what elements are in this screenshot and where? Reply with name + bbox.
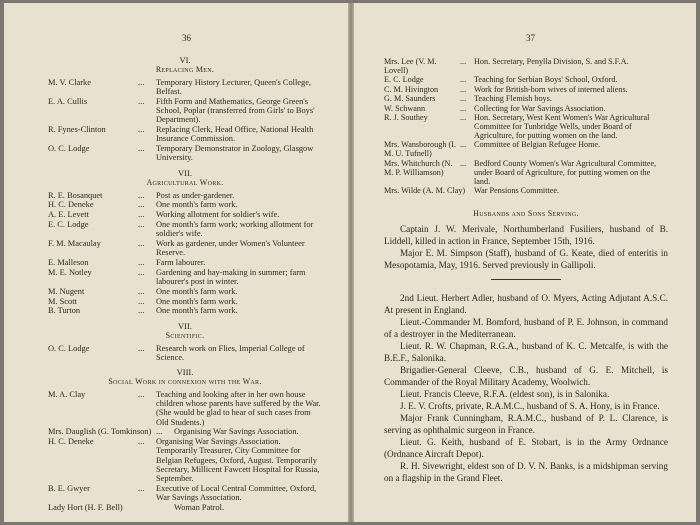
entry-name: R. E. Bosanquet (48, 190, 103, 200)
entry-row (48, 220, 322, 238)
entry-name: M. V. Clarke (48, 78, 91, 87)
entry-desc: Teaching Flemish boys. (474, 94, 552, 104)
entry-dots: ... (138, 258, 145, 267)
entry-name: Lady Hort (H. F. Bell) (48, 502, 123, 512)
entry-name: M. A. Clay (48, 390, 86, 399)
entry-row (48, 484, 322, 502)
entry-dots: ... (156, 427, 163, 437)
entry-desc: Organising War Savings Association. (174, 427, 299, 437)
entry-desc: Woman Patrol. (174, 502, 225, 512)
entry-row (48, 239, 322, 257)
entry-name: E. C. Lodge (384, 75, 424, 85)
paragraph: Major Frank Cunningham, R.A.M.C., husband of P. L. Clarence, is serving as ophthalmic surgeon in France. (384, 413, 668, 436)
entry-dots: ... (138, 239, 145, 248)
entry-name: B. E. Gwyer (48, 483, 90, 493)
entry-dots: ... (460, 57, 467, 66)
entry-dots: ... (460, 84, 467, 94)
divider-rule (491, 279, 561, 280)
right-page (354, 3, 696, 522)
entry-name: E. A. Cullis (48, 97, 88, 106)
right-entries (384, 57, 668, 195)
entry-dots: ... (138, 125, 145, 135)
entry-desc: Post as under-gardener. (156, 190, 235, 200)
entry-desc: Gardening and hay-making in summer; farm labourer's post in winter. (156, 267, 306, 286)
left-sections (48, 55, 322, 512)
entry-desc: Temporary Demonstrator in Zoology, Glasgow University. (156, 144, 314, 163)
entry-name: M. Scott (48, 296, 77, 306)
entry-desc: Organising War Savings Association. Temporarily Treasurer, City Committee for Belgian Refugees, Oxford, August. Temporarily Secretary, Millicent Fawcett Hospital for Russia, September. (156, 437, 320, 484)
entry-name: F. M. Macaulay (48, 239, 101, 248)
entry-name: H. C. Deneke (48, 437, 94, 447)
entry-row (48, 287, 322, 296)
entry-row (48, 306, 322, 315)
entry-dots: ... (460, 140, 467, 150)
entry-dots: ... (138, 437, 145, 447)
entry-row (48, 125, 322, 143)
entry-desc: Teaching and looking after in her own house children whose parents have suffered by the War. (She would be glad to hear of such cases from Old Students.) (156, 390, 321, 427)
entry-desc: One month's farm work. (156, 286, 238, 296)
entry-desc: Executive of Local Central Committee, Oxford, War Savings Association. (156, 483, 317, 503)
entry-dots: ... (138, 210, 145, 220)
entry-dots: ... (138, 97, 145, 106)
entry-dots: ... (138, 78, 145, 87)
entry-desc: One month's farm work. (156, 200, 238, 210)
left-page (4, 3, 348, 522)
entry-dots: ... (138, 190, 145, 200)
entry-desc: Temporary History Lecturer, Queen's College, Belfast. (156, 78, 312, 97)
entry-row (384, 159, 668, 186)
entry-desc: Hon. Secretary, West Kent Women's War Agricultural Committee for Tunbridge Wells, under Board of Agriculture, for putting women on the land. (474, 112, 650, 140)
entry-row (384, 113, 668, 140)
entry-dots: ... (138, 286, 145, 296)
entry-name: C. M. Hivington (384, 84, 439, 94)
section (48, 168, 322, 316)
entry-row (48, 268, 322, 286)
entry-name: B. Turton (48, 306, 81, 316)
paragraph: Captain J. W. Merivale, Northumberland Fusiliers, husband of B. Liddell, killed in action in France, September 15th, 1916. (384, 224, 668, 247)
entry-row (384, 75, 668, 84)
entry-row (48, 144, 322, 162)
entry-name: Mrs. Lee (V. M. Lovell) (384, 57, 437, 75)
section-number: VII. (178, 320, 192, 331)
entry-row (48, 390, 322, 427)
entry-row (48, 200, 322, 209)
entry-dots (156, 503, 174, 512)
paragraph: Lieut. G. Keith, husband of E. Stobart, is in the Army Ordnance (Ordnance Aircraft Depot). (384, 437, 668, 460)
entry-desc: One month's farm work. (156, 306, 238, 316)
entry-name: O. C. Lodge (48, 343, 90, 353)
paragraph: Major E. M. Simpson (Staff), husband of G. Keate, died of enteritis in Mesopotamia, May, 1916. Served previously in Gallipoli. (384, 248, 668, 271)
entry-dots: ... (138, 306, 145, 316)
entry-name: Mrs. Wansborough (I. M. U. Tufnell) (384, 140, 456, 159)
entry-dots: ... (138, 390, 145, 399)
entry-desc: Fifth Form and Mathematics, George Green's School, Poplar (transferred from Girls' to Boys' Department). (156, 97, 315, 125)
entry-name: G. M. Saunders (384, 94, 436, 104)
entry-desc: Teaching for Serbian Boys' School, Oxford. (474, 75, 618, 85)
entry-dots: ... (138, 144, 145, 154)
entry-desc: Working allotment for soldier's wife. (156, 210, 280, 220)
entry-name: Mrs. Dauglish (G. Tomkinson) (48, 427, 152, 437)
entry-row (384, 104, 668, 113)
entry-name: R. J. Southey (384, 112, 428, 122)
entry-row (48, 503, 322, 512)
entry-name: E. C. Lodge (48, 220, 89, 229)
entry-row (384, 94, 668, 103)
entry-dots: ... (460, 103, 467, 113)
paragraph: Lieut.-Commander M. Bomford, husband of P. E. Johnson, in command of a destroyer in the Mediterranean. (384, 317, 668, 340)
entry-row (48, 97, 322, 125)
entry-dots: ... (138, 220, 145, 229)
entry-desc: Committee of Belgian Refugee Home. (474, 140, 601, 150)
section-number: VIII. (176, 367, 194, 377)
entry-row (48, 427, 322, 436)
entry-row (384, 140, 668, 158)
entry-desc: War Pensions Committee. (474, 186, 560, 196)
entry-desc: Collecting for War Savings Association. (474, 103, 606, 113)
entry-row (48, 258, 322, 267)
entry-dots: ... (138, 200, 145, 210)
entry-dots: ... (138, 343, 145, 353)
paragraph: Brigadier-General Cleeve, C.B., husband of G. E. Mitchell, is Commander of the Royal Military Academy, Woolwich. (384, 365, 668, 388)
entry-desc: Work as gardener, under Women's Volunteer Reserve. (156, 239, 305, 258)
entry-dots: ... (460, 75, 467, 85)
entry-row (384, 57, 668, 75)
entry-name: O. C. Lodge (48, 144, 90, 154)
entry-desc: Replacing Clerk, Head Office, National Health Insurance Commission. (156, 125, 314, 144)
entry-name: E. Malleson (48, 258, 89, 267)
section-number: VII. (178, 167, 192, 178)
entry-dots: ... (460, 112, 467, 122)
entry-desc: Farm labourer. (156, 258, 206, 267)
section-title: Replacing Men. (155, 65, 215, 74)
entry-row (48, 210, 322, 219)
entry-desc: Hon. Secretary, Penylla Division, S. and S.F.A. (474, 57, 629, 66)
paragraph: 2nd Lieut. Herbert Adler, husband of O. Myers, Acting Adjutant A.S.C. At present in England. (384, 293, 668, 316)
entry-dots: ... (138, 296, 145, 306)
entry-desc: Bedford County Women's War Agricultural Committee, under Board of Agriculture, for putting women on the land. (474, 158, 657, 186)
section-number: VI. (179, 55, 191, 65)
entry-row (48, 344, 322, 362)
entry-name: R. Fynes-Clinton (48, 125, 106, 135)
entry-row (384, 186, 668, 195)
entry-name: Mrs. Wilde (A. M. Clay) (384, 186, 466, 196)
paragraph: J. E. V. Crofts, private, R.A.M.C., husband of S. A. Hony, is in France. (400, 401, 660, 412)
entry-name: M. E. Notley (48, 267, 92, 277)
entry-desc: Research work on Flies, Imperial College of Science. (156, 343, 305, 362)
entry-desc: One month's farm work; working allotment for soldier's wife. (156, 220, 314, 239)
section (48, 55, 322, 163)
entry-desc: One month's farm work. (156, 296, 238, 306)
paragraph: Lieut. R. W. Chapman, R.G.A., husband of K. C. Metcalfe, is with the B.E.F., Salonika. (384, 341, 668, 364)
entry-desc: Work for British-born wives of interned aliens. (474, 84, 628, 94)
section (48, 321, 322, 362)
section-title: Social Work in connexion with the War. (108, 377, 262, 386)
entry-name: W. Schwann (384, 103, 426, 113)
entry-row (384, 85, 668, 94)
page-number: 37 (526, 33, 535, 43)
section (48, 367, 322, 512)
paragraphs-b (384, 292, 668, 484)
entry-name: Mrs. Whitchurch (N. M. P. Williamson) (384, 158, 453, 177)
page-number: 36 (182, 33, 191, 43)
section-title: Agricultural Work. (146, 177, 224, 187)
entry-row (48, 78, 322, 96)
entry-name: A. E. Levett (48, 210, 89, 220)
paragraph: Lieut. Francis Cleeve, R.F.A. (eldest son), is in Salonika. (400, 389, 610, 400)
entry-name: M. Nugent (48, 286, 85, 296)
husbands-sons-title: Husbands and Sons Serving. (473, 209, 579, 219)
entry-dots: ... (460, 94, 467, 104)
entry-dots: ... (460, 158, 467, 168)
entry-row (48, 437, 322, 483)
entry-dots: ... (138, 267, 145, 277)
entry-row (48, 191, 322, 200)
entry-dots: ... (138, 483, 145, 493)
paragraph: R. H. Sivewright, eldest son of D. V. N. Banks, is a midshipman serving on a flagship in the Grand Fleet. (384, 461, 668, 484)
entry-name: H. C. Deneke (48, 200, 94, 210)
section-title: Scientific. (165, 330, 205, 340)
entry-row (48, 297, 322, 306)
paragraphs-a (384, 223, 668, 271)
